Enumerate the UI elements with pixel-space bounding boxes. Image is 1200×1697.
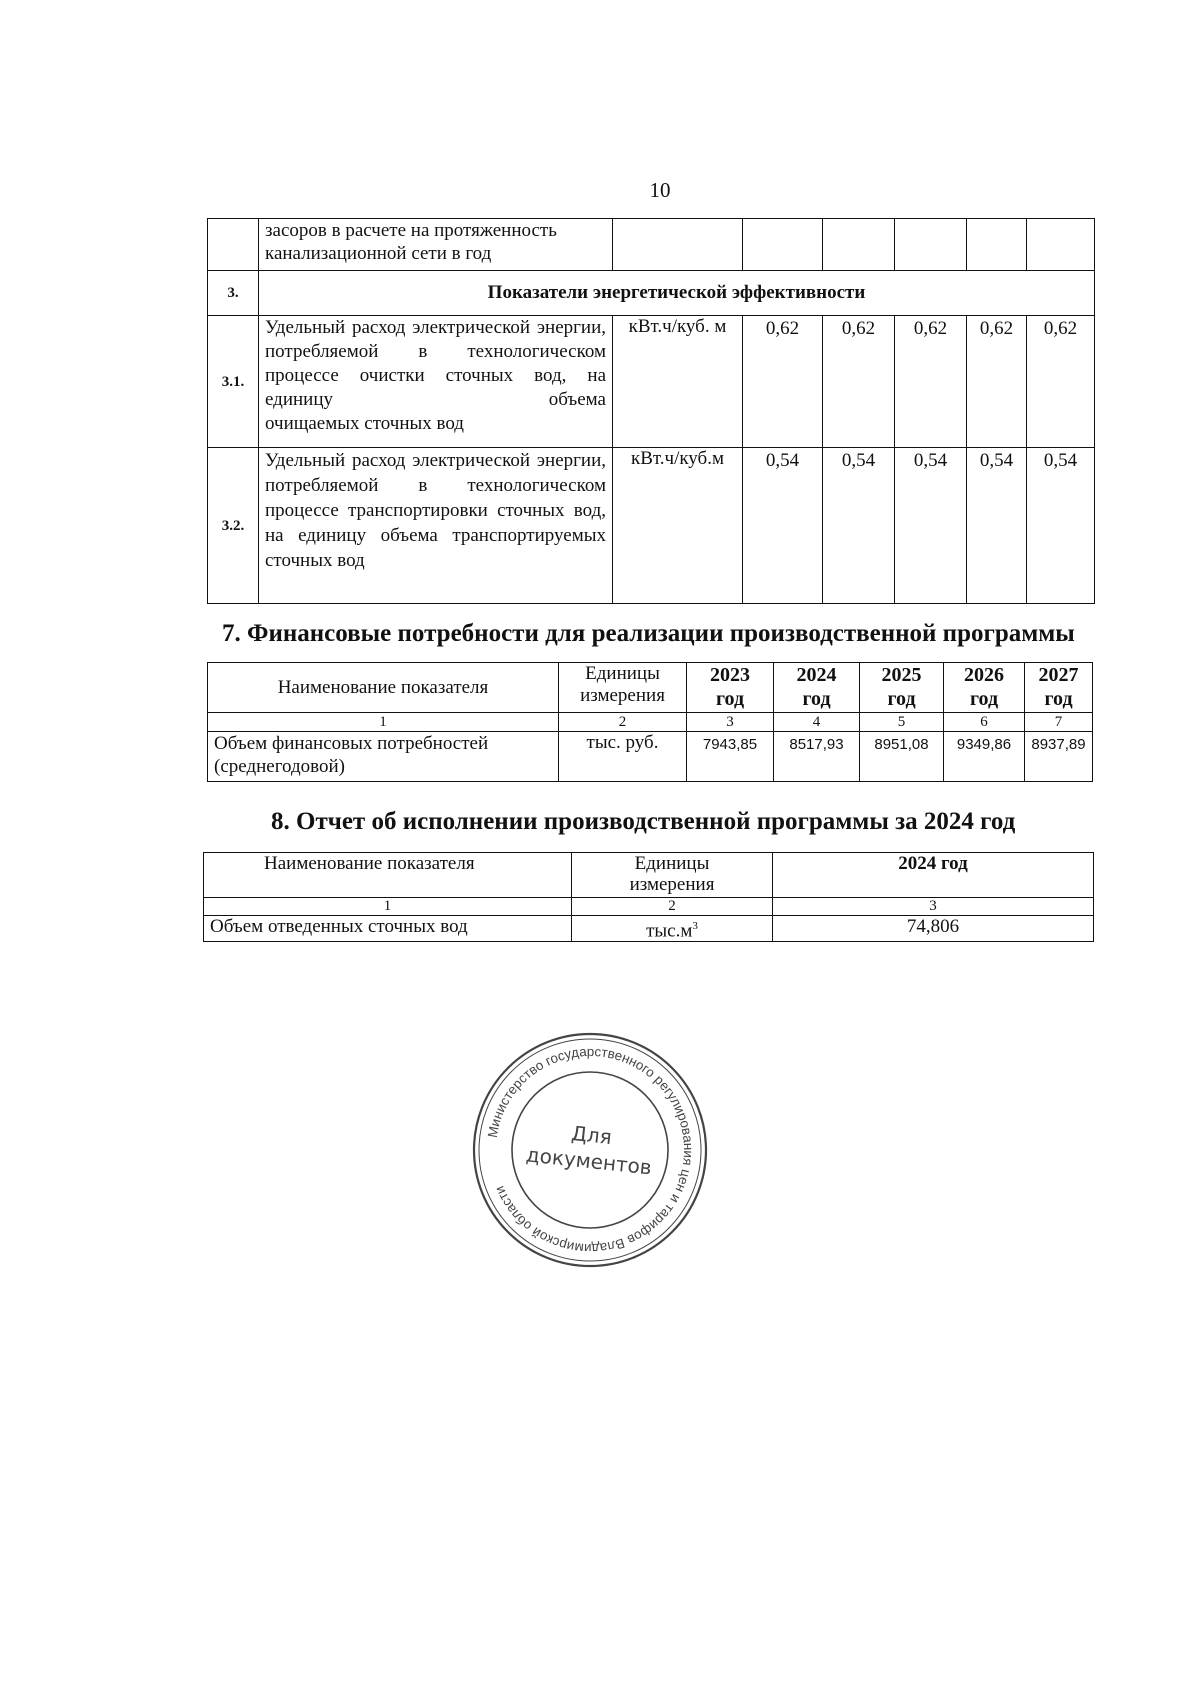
value-cell: 8517,93 <box>774 732 860 782</box>
column-index: 2 <box>572 898 773 916</box>
header-unit: Единицы измерения <box>559 663 687 713</box>
index-row <box>204 898 1094 916</box>
unit-cell: кВт.ч/куб.м <box>613 448 743 604</box>
unit-cell: тыс. руб. <box>559 732 687 782</box>
page-number: 10 <box>649 178 671 202</box>
header-year: 2026 год <box>944 663 1025 713</box>
indicator-name: Удельный расход электрической энергии, потребляемой в технологическом процессе очистки сточных вод, на единицу объема очищаемых сточных вод <box>259 316 613 448</box>
value-cell: 0,62 <box>823 316 895 448</box>
stamp-center-line-1: Для <box>570 1121 613 1150</box>
value-cell: 0,54 <box>743 448 823 604</box>
indicator-name: Объем финансовых потребностей (среднегодовой) <box>208 732 559 782</box>
table-row <box>204 916 1094 942</box>
value-cell: 0,62 <box>895 316 967 448</box>
execution-report-table <box>203 852 1094 942</box>
column-index: 6 <box>944 713 1025 732</box>
row-number <box>208 219 259 271</box>
column-index: 3 <box>687 713 774 732</box>
table-row <box>208 219 1095 271</box>
section-title: Показатели энергетической эффективности <box>259 271 1095 316</box>
value-cell: 0,54 <box>967 448 1027 604</box>
header-row <box>208 663 1093 713</box>
column-index: 4 <box>774 713 860 732</box>
index-row <box>208 713 1093 732</box>
value-cell: 0,62 <box>743 316 823 448</box>
unit-cell: $тыс.м^3$ <box>572 916 773 942</box>
value-cell: 0,54 <box>823 448 895 604</box>
indicator-name: Удельный расход электрической энергии, потребляемой в технологическом процессе транспортировки сточных вод, на единицу объема транспортируемых сточных вод <box>259 448 613 604</box>
header-name: Наименование показателя <box>208 663 559 713</box>
section-8-heading: 8. Отчет об исполнении производственной программы за 2024 год <box>271 808 1016 835</box>
official-stamp <box>470 1030 710 1270</box>
table-row <box>208 448 1095 604</box>
header-year: 2025 год <box>860 663 944 713</box>
section-row <box>208 271 1095 316</box>
column-index: 3 <box>773 898 1094 916</box>
value-cell: 0,54 <box>895 448 967 604</box>
value-cell: 8951,08 <box>860 732 944 782</box>
table-row <box>208 732 1093 782</box>
column-index: 7 <box>1025 713 1093 732</box>
table-row <box>208 316 1095 448</box>
header-row <box>204 853 1094 898</box>
row-number: 3.2. <box>208 448 259 604</box>
header-name: Наименование показателя <box>204 853 572 898</box>
header-year: 2023 год <box>687 663 774 713</box>
column-index: 1 <box>208 713 559 732</box>
value-cell: 7943,85 <box>687 732 774 782</box>
header-year: 2027 год <box>1025 663 1093 713</box>
value-cell: 0,62 <box>1027 316 1095 448</box>
row-number: 3.1. <box>208 316 259 448</box>
column-index: 5 <box>860 713 944 732</box>
indicator-name: Объем отведенных сточных вод <box>204 916 572 942</box>
stamp-center-line-2: документов <box>524 1142 653 1180</box>
value-cell: 0,54 <box>1027 448 1095 604</box>
value-cell: 0,62 <box>967 316 1027 448</box>
value-cell: 74,806 <box>773 916 1094 942</box>
column-index: 1 <box>204 898 572 916</box>
value-cell: 8937,89 <box>1025 732 1093 782</box>
indicators-table <box>207 218 1095 604</box>
value-cell: 9349,86 <box>944 732 1025 782</box>
header-unit: Единицы измерения <box>572 853 773 898</box>
column-index: 2 <box>559 713 687 732</box>
section-number: 3. <box>208 271 259 316</box>
section-7-heading: 7. Финансовые потребности для реализации производственной программы <box>222 620 1075 647</box>
stamp-ring-text: Министерство государственного регулирования цен и тарифов Владимирской области <box>484 1043 697 1257</box>
unit-cell: кВт.ч/куб. м <box>613 316 743 448</box>
financial-needs-table <box>207 662 1093 782</box>
header-year: 2024 год <box>773 853 1094 898</box>
header-year: 2024 год <box>774 663 860 713</box>
indicator-name: засоров в расчете на протяженность канализационной сети в год <box>259 219 613 271</box>
